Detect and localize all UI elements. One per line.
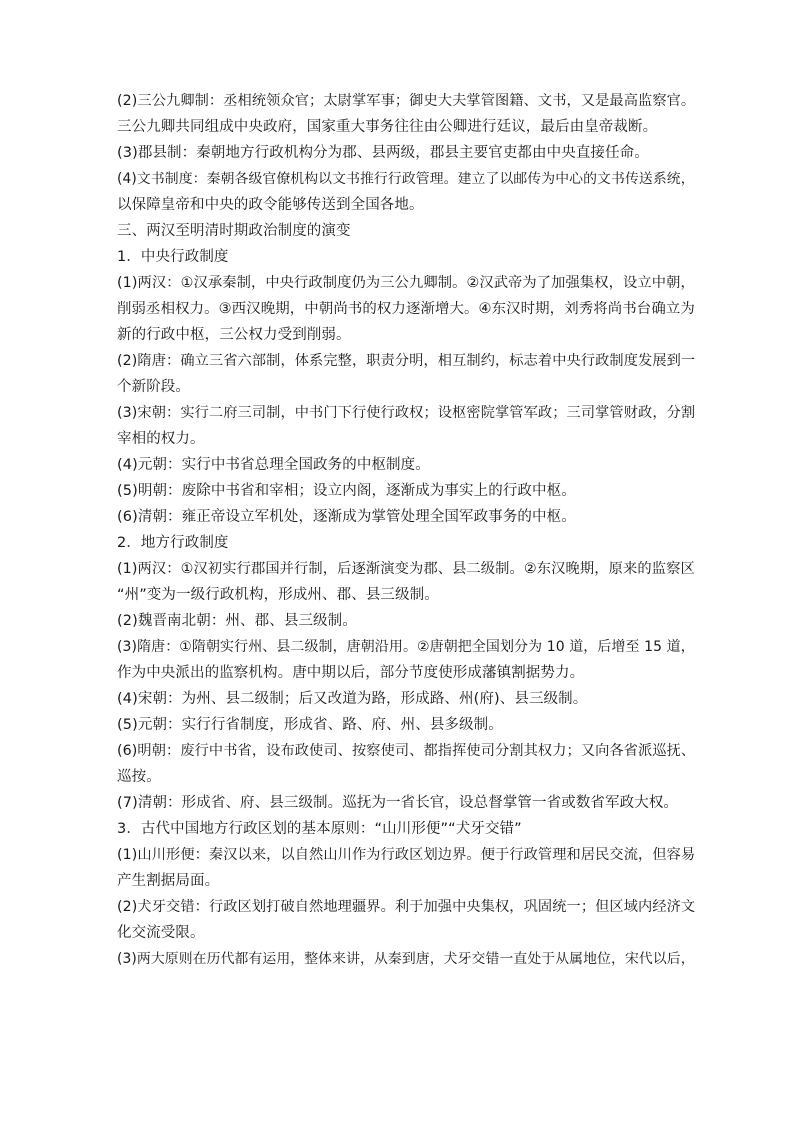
text-line: (2)魏晋南北朝：州、郡、县三级制。	[117, 613, 357, 629]
document-body	[117, 88, 696, 972]
text-line: (1)两汉：①汉承秦制，中央行政制度仍为三公九卿制。②汉武帝为了加强集权，设立中朝，	[117, 275, 695, 291]
subsection-heading: 1．中央行政制度	[117, 249, 229, 265]
text-line: 新的行政中枢，三公权力受到削弱。	[117, 327, 351, 343]
text-line: (5)元朝：实行行省制度，形成省、路、府、州、县多级制。	[117, 717, 503, 733]
text-line: (4)文书制度：秦朝各级官僚机构以文书推行行政管理。建立了以邮传为中心的文书传送系统，	[117, 171, 695, 187]
section-heading: 三、两汉至明清时期政治制度的演变	[117, 223, 351, 239]
text-line: (1)山川形便：秦汉以来，以自然山川作为行政区划边界。便于行政管理和居民交流，但容易	[117, 847, 696, 863]
text-line: (7)清朝：形成省、府、县三级制。巡抚为一省长官，设总督掌管一省或数省军政大权。	[117, 795, 679, 811]
text-line: (4)宋朝：为州、县二级制；后又改道为路，形成路、州(府)、县三级制。	[117, 691, 588, 707]
text-line: (2)三公九卿制：丞相统领众官；太尉掌军事；御史大夫掌管图籍、文书，又是最高监察官。	[117, 93, 696, 109]
subsection-heading: 3．古代中国地方行政区划的基本原则：“山川形便”“犬牙交错”	[117, 821, 522, 837]
text-line: (3)宋朝：实行二府三司制，中书门下行使行政权；设枢密院掌管军政；三司掌管财政，分割	[117, 405, 696, 421]
text-line: 产生割据局面。	[117, 873, 220, 889]
text-line: 宰相的权力。	[117, 431, 205, 447]
text-line: 个新阶段。	[117, 379, 190, 395]
text-line: 削弱丞相权力。③西汉晚期，中朝尚书的权力逐渐增大。④东汉时期，刘秀将尚书台确立为	[117, 301, 695, 317]
text-line: 巡按。	[117, 769, 161, 785]
text-line: (6)清朝：雍正帝设立军机处，逐渐成为掌管处理全国军政事务的中枢。	[117, 509, 576, 525]
text-line: (5)明朝：废除中书省和宰相；设立内阁，逐渐成为事实上的行政中枢。	[117, 483, 576, 499]
text-line: (2)犬牙交错：行政区划打破自然地理疆界。利于加强中央集权，巩固统一；但区域内经济文	[117, 899, 696, 915]
text-line: 三公九卿共同组成中央政府，国家重大事务往往由公卿进行廷议，最后由皇帝裁断。	[117, 119, 658, 135]
text-line: (2)隋唐：确立三省六部制，体系完整，职责分明，相互制约，标志着中央行政制度发展到一	[117, 353, 696, 369]
text-line: (3)郡县制：秦朝地方行政机构分为郡、县两级，郡县主要官吏都由中央直接任命。	[117, 145, 649, 161]
text-line: 化交流受限。	[117, 925, 205, 941]
text-line: 以保障皇帝和中央的政令能够传送到全国各地。	[117, 197, 424, 213]
text-line: (3)两大原则在历代都有运用，整体来讲，从秦到唐，犬牙交错一直处于从属地位，宋代以后，	[117, 951, 695, 967]
text-line: (3)隋唐：①隋朝实行州、县二级制，唐朝沿用。②唐朝把全国划分为 10 道，后增至 15 道，	[117, 639, 695, 655]
text-line: (4)元朝：实行中书省总理全国政务的中枢制度。	[117, 457, 430, 473]
subsection-heading: 2．地方行政制度	[117, 535, 229, 551]
text-line: (1)两汉：①汉初实行郡国并行制，后逐渐演变为郡、县二级制。②东汉晚期，原来的监察区	[117, 561, 695, 577]
text-line: (6)明朝：废行中书省，设布政使司、按察使司、都指挥使司分割其权力；又向各省派巡抚、	[117, 743, 696, 759]
text-line: “州”变为一级行政机构，形成州、郡、县三级制。	[117, 587, 439, 603]
text-line: 作为中央派出的监察机构。唐中期以后，部分节度使形成藩镇割据势力。	[117, 665, 585, 681]
